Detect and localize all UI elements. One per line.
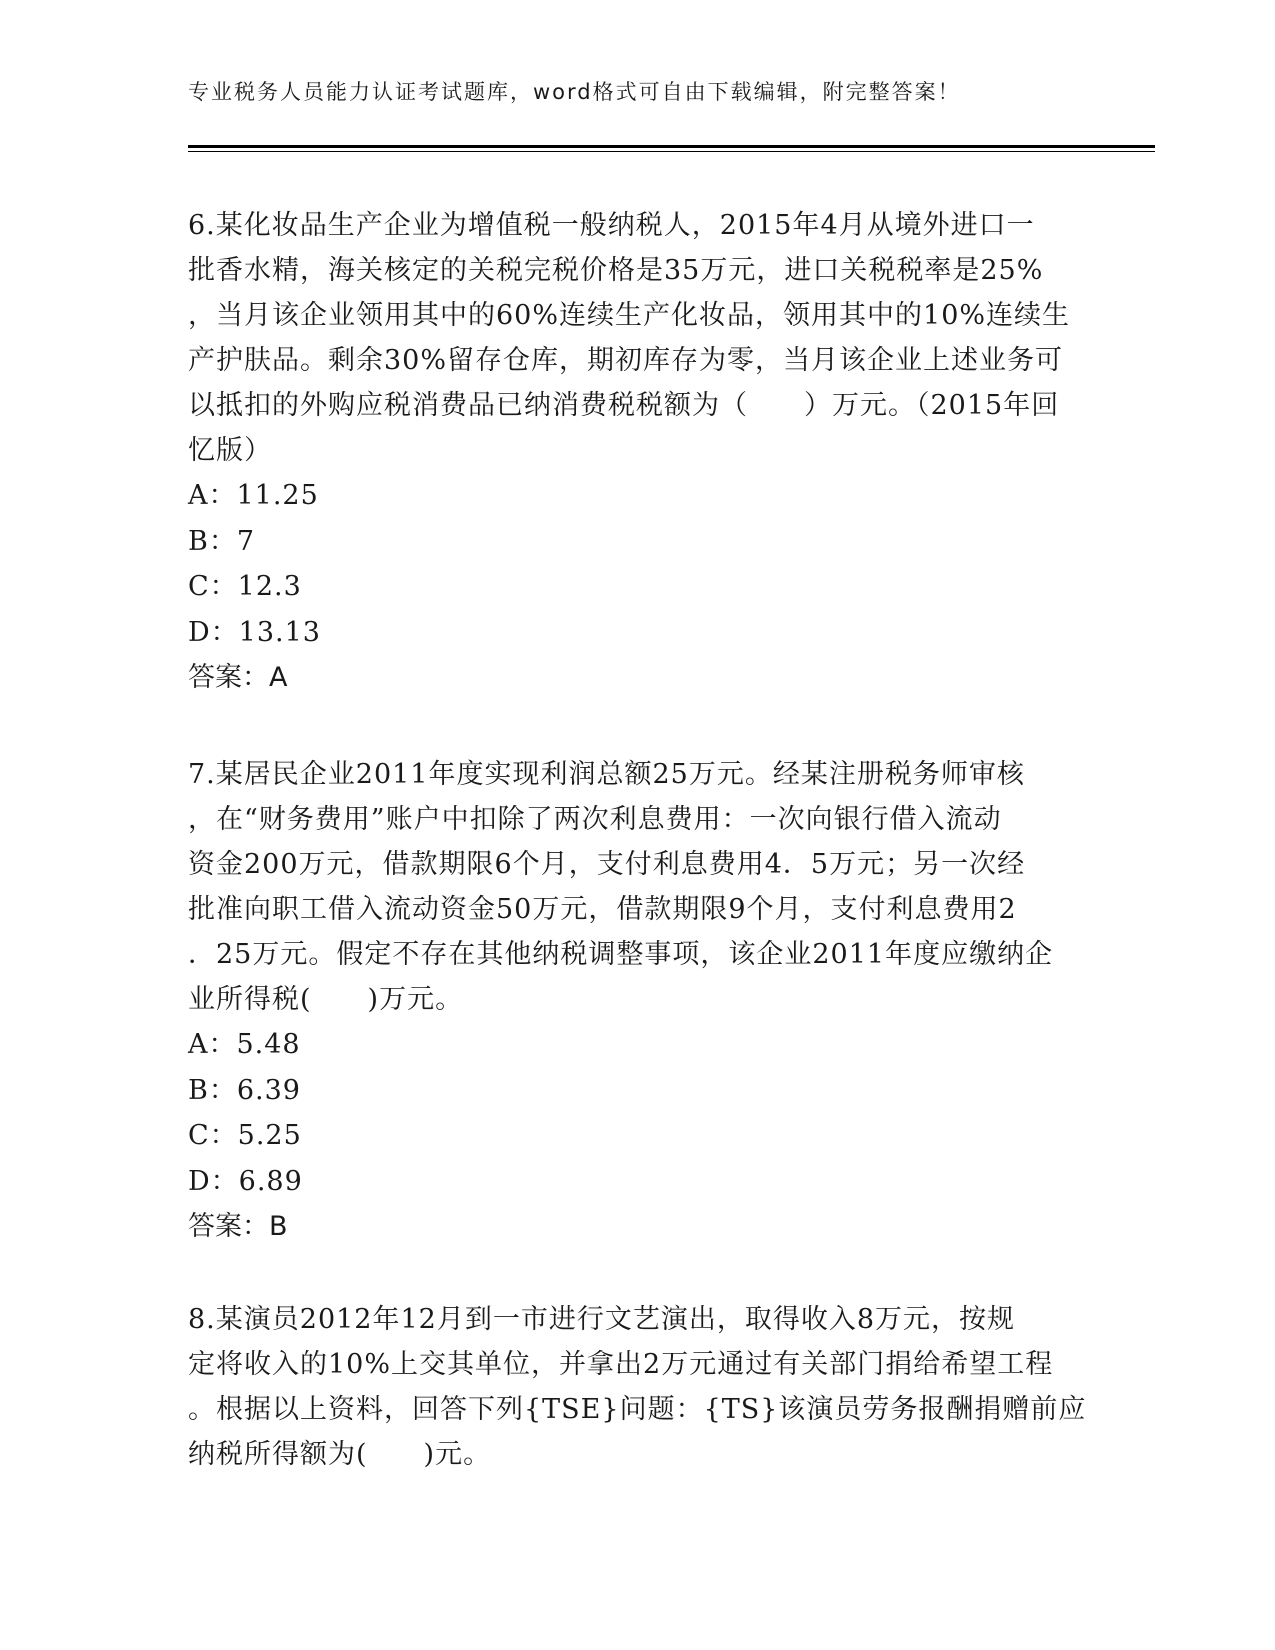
option-b: B：6.39	[188, 1074, 301, 1106]
question-stem-line: 纳税所得额为( )元。	[188, 1439, 492, 1470]
answer-line: 答案：B	[188, 1211, 288, 1242]
option-c: C：12.3	[188, 571, 302, 602]
option-b: B：7	[188, 525, 256, 557]
question-8	[188, 1297, 1088, 1477]
page-header: 专业税务人员能力认证考试题库，word格式可自由下载编辑，附完整答案！	[188, 80, 961, 104]
question-stem-line: 业所得税( )万元。	[188, 984, 464, 1015]
question-stem-line: 以抵扣的外购应税消费品已纳消费税税额为（ ）万元。（2015年回	[188, 390, 1060, 421]
question-stem-line: 8.某演员2012年12月到一市进行文艺演出，取得收入8万元，按规	[188, 1304, 1016, 1335]
question-6	[188, 203, 1088, 700]
question-stem-line: ．25万元。假定不存在其他纳税调整事项，该企业2011年度应缴纳企	[188, 939, 1054, 970]
question-stem-line: 6.某化妆品生产企业为增值税一般纳税人，2015年4月从境外进口一	[188, 210, 1035, 241]
option-a: A：5.48	[188, 1029, 301, 1060]
question-stem-line: 批准向职工借入流动资金50万元，借款期限9个月，支付利息费用2	[188, 894, 1017, 925]
question-stem-line: 资金200万元，借款期限6个月，支付利息费用4．5万元；另一次经	[188, 849, 1026, 880]
question-stem-line: ，当月该企业领用其中的60%连续生产化妆品，领用其中的10%连续生	[188, 300, 1071, 331]
header-rule-thick	[188, 145, 1155, 148]
option-d: D：13.13	[188, 616, 321, 648]
option-d: D：6.89	[188, 1165, 303, 1197]
question-stem-line: 产护肤品。剩余30%留存仓库，期初库存为零，当月该企业上述业务可	[188, 345, 1064, 376]
option-a: A：11.25	[188, 480, 319, 511]
question-stem-line: ，在“财务费用”账户中扣除了两次利息费用：一次向银行借入流动	[188, 804, 1002, 835]
header-rule-thin	[188, 151, 1155, 152]
answer-line: 答案：A	[188, 662, 288, 693]
question-stem-line: 。根据以上资料，回答下列{TSE}问题：{TS}该演员劳务报酬捐赠前应	[188, 1394, 1087, 1425]
question-stem-line: 定将收入的10%上交其单位，并拿出2万元通过有关部门捐给希望工程	[188, 1349, 1054, 1380]
option-c: C：5.25	[188, 1120, 302, 1151]
question-7	[188, 752, 1088, 1249]
question-stem-line: 批香水精，海关核定的关税完税价格是35万元，进口关税税率是25%	[188, 255, 1044, 286]
question-stem-line: 忆版）	[188, 435, 272, 466]
question-stem-line: 7.某居民企业2011年度实现利润总额25万元。经某注册税务师审核	[188, 759, 1025, 790]
